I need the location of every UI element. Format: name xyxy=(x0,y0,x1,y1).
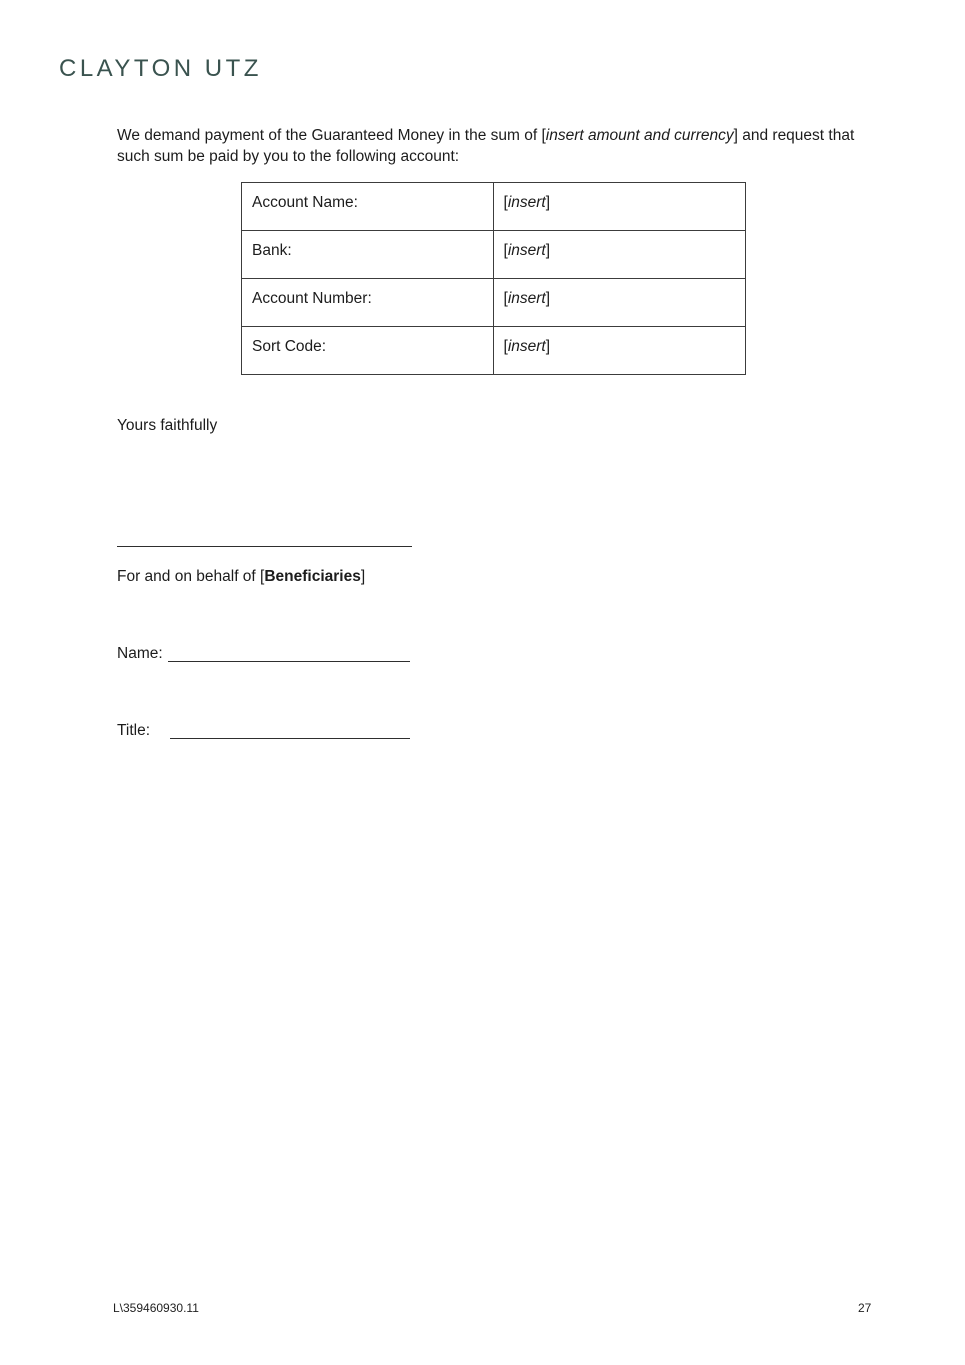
account-name-value xyxy=(493,183,745,231)
account-details-table-body xyxy=(242,183,746,375)
sort-code-label: Sort Code: xyxy=(242,327,494,375)
insert-placeholder: insert xyxy=(507,194,546,211)
closing-salutation: Yours faithfully xyxy=(117,417,218,434)
beneficiaries-placeholder: Beneficiaries xyxy=(264,568,361,585)
sort-code-value xyxy=(493,327,745,375)
bracket-close: ] xyxy=(545,338,551,355)
table-row-account-number xyxy=(242,279,746,327)
bank-value xyxy=(493,231,745,279)
account-details-table xyxy=(241,182,746,375)
title-label: Title: xyxy=(117,722,151,739)
behalf-statement xyxy=(117,568,365,586)
page-number: 27 xyxy=(858,1301,872,1315)
account-name-label: Account Name: xyxy=(242,183,494,231)
demand-text-before: We demand payment of the Guaranteed Money in the sum of [ xyxy=(117,127,546,144)
title-fill-line xyxy=(170,738,410,739)
insert-amount-placeholder: insert amount and currency xyxy=(545,127,734,144)
bracket-close: ] xyxy=(545,242,551,259)
table-row-sort-code xyxy=(242,327,746,375)
signature-line xyxy=(117,546,412,547)
bracket-open: [ xyxy=(503,242,508,259)
name-fill-line xyxy=(168,661,410,662)
name-label: Name: xyxy=(117,645,163,662)
insert-placeholder: insert xyxy=(507,290,546,307)
demand-paragraph xyxy=(117,126,865,167)
insert-placeholder: insert xyxy=(507,338,546,355)
table-row-bank xyxy=(242,231,746,279)
bracket-close: ] xyxy=(545,194,551,211)
insert-placeholder: insert xyxy=(507,242,546,259)
account-number-value xyxy=(493,279,745,327)
bracket-open: [ xyxy=(503,338,508,355)
bank-label: Bank: xyxy=(242,231,494,279)
bracket-open: [ xyxy=(503,194,508,211)
behalf-text-after: ] xyxy=(360,568,366,585)
behalf-text-before: For and on behalf of [ xyxy=(117,568,265,585)
account-number-label: Account Number: xyxy=(242,279,494,327)
bracket-open: [ xyxy=(503,290,508,307)
table-row-account-name xyxy=(242,183,746,231)
document-reference: L\359460930.11 xyxy=(113,1301,199,1315)
bracket-close: ] xyxy=(545,290,551,307)
clayton-utz-logo: CLAYTON UTZ xyxy=(59,55,262,82)
demand-text-after: ] and request that such sum be paid by you to the following account: xyxy=(117,127,855,165)
